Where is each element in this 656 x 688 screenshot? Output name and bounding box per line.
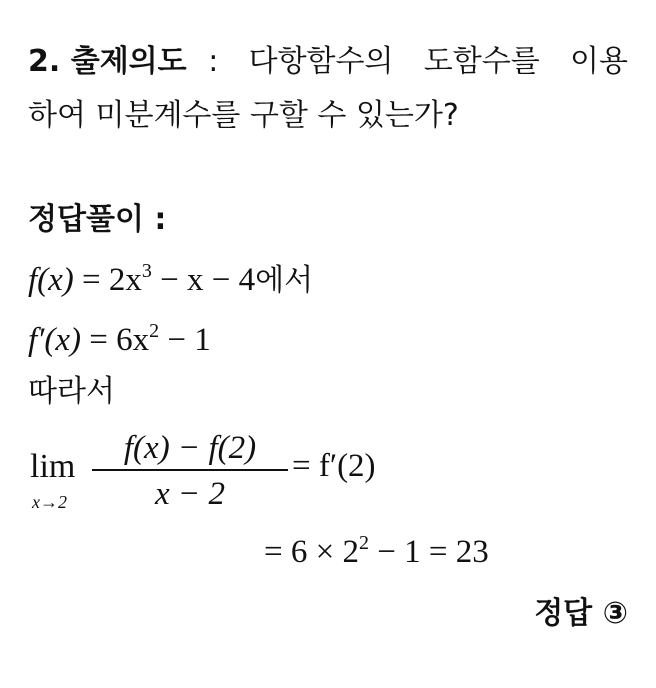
eq4-exponent: 2 [358, 532, 369, 554]
limit-result: = f′(2) [292, 448, 376, 484]
answer-label: 정답 ③ [534, 596, 628, 631]
eq4-prefix: = 6 × 2 [264, 534, 359, 570]
intent-colon: : [208, 44, 219, 79]
fraction-numerator: f(x) − f(2) [123, 430, 257, 466]
intent-word-3: 이용 [570, 44, 628, 79]
intent-word-1: 다항함수의 [248, 44, 394, 79]
equation-f [28, 262, 313, 299]
therefore-text: 따라서 [28, 374, 115, 409]
eq1-rhs: 2x [108, 262, 142, 298]
intent-heading [28, 44, 218, 80]
limit-expression [28, 428, 628, 518]
equation-f-prime [28, 322, 211, 358]
solution-title: 정답풀이 : [28, 202, 167, 237]
eq2-tail: − 1 [159, 322, 211, 358]
eq2-equals: = [89, 322, 108, 358]
eq1-exponent: 3 [141, 260, 152, 282]
intent-line-1 [28, 44, 628, 80]
equation-evaluation [264, 534, 489, 571]
eq2-exponent: 2 [149, 320, 160, 342]
eq1-equals: = [82, 262, 101, 298]
fraction-bar [92, 469, 288, 471]
intent-line-2: 하여 미분계수를 구할 수 있는가? [28, 98, 459, 133]
limit-fraction [92, 428, 288, 514]
eq2-rhs: 6x [116, 322, 150, 358]
eq1-suffix: 에서 [255, 263, 314, 298]
lim-word: lim [30, 448, 76, 485]
fraction-denominator: x − 2 [155, 476, 225, 512]
eq2-lhs: f′(x) [28, 322, 82, 358]
eq1-lhs: f(x) [28, 262, 74, 298]
eq1-tail: − x − 4 [151, 262, 256, 298]
eq4-tail: − 1 = 23 [368, 534, 489, 570]
intent-word-2: 도함수를 [423, 44, 540, 79]
lim-subscript: x→2 [32, 492, 67, 512]
intent-label: 2. 출제의도 [28, 44, 187, 79]
